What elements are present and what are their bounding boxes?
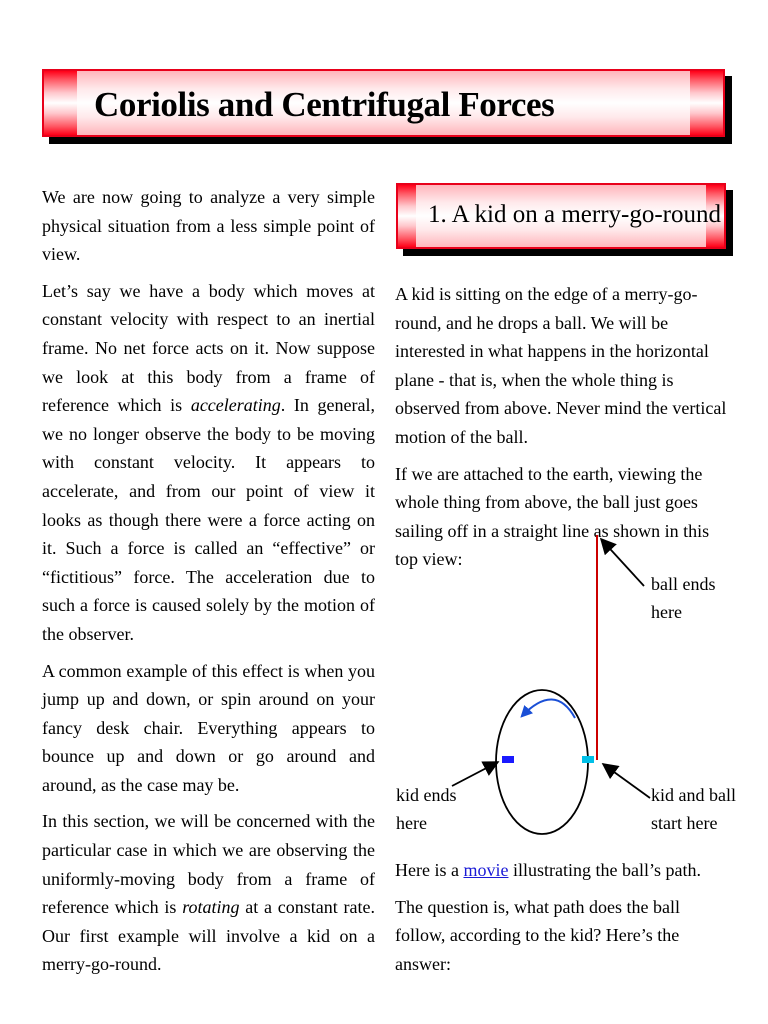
paragraph-text: at a constant rate. Our first example will involve a kid on a merry-go-round. bbox=[42, 897, 375, 975]
label-line: kid ends bbox=[396, 785, 457, 805]
merry-go-round-diagram bbox=[390, 530, 740, 850]
emphasis-accelerating: accelerating bbox=[190, 395, 281, 416]
label-line: kid and ball bbox=[651, 785, 736, 805]
section-banner bbox=[396, 183, 726, 249]
paragraph-text: In this section, we will be concerned with the particular case in which we are observing the uniformly-moving body from a frame of reference which is bbox=[42, 811, 375, 918]
paragraph-text: Let’s say we have a body which moves at constant velocity with respect to an inertial frame. No net force acts on it. Now suppose we look at this body from a frame of reference which is bbox=[42, 280, 375, 416]
paragraph-text: illustrating the ball’s path. bbox=[508, 860, 701, 880]
label-line: start here bbox=[651, 813, 718, 833]
emphasis-rotating: rotating bbox=[182, 897, 240, 918]
accelerating-frame-paragraph bbox=[42, 277, 375, 649]
kid-ends-arrow bbox=[452, 762, 498, 786]
title-banner bbox=[42, 69, 725, 137]
kid-ball-start-arrow bbox=[603, 764, 650, 798]
movie-paragraph bbox=[395, 856, 728, 885]
page-title: Coriolis and Centrifugal Forces bbox=[94, 85, 555, 124]
left-column bbox=[42, 183, 375, 987]
kid-paragraph: A kid is sitting on the edge of a merry-go-round, and he drops a ball. We will be interested in what happens in the horizontal plane - that is, when the whole thing is observed from above. Never mind the vertical motion of the ball. bbox=[395, 284, 727, 447]
right-column-bottom bbox=[395, 856, 728, 986]
label-line: here bbox=[396, 813, 427, 833]
earth-view-paragraph: If we are attached to the earth, viewing the whole thing from above, the ball just goes sailing off in a straight line as shown in this top view: bbox=[395, 463, 710, 570]
kid-end-marker bbox=[502, 756, 514, 763]
question-paragraph: The question is, what path does the ball follow, according to the kid? Here’s the answer: bbox=[395, 896, 680, 974]
paragraph-text: Here is a bbox=[395, 860, 464, 880]
rotating-frame-paragraph bbox=[42, 807, 375, 979]
movie-link[interactable]: movie bbox=[463, 860, 509, 880]
intro-paragraph: We are now going to analyze a very simple physical situation from a less simple point of view. bbox=[42, 187, 375, 265]
ball-ends-label bbox=[651, 570, 716, 626]
ball-ends-arrow bbox=[601, 539, 644, 586]
example-paragraph: A common example of this effect is when you jump up and down, or spin around on your fancy desk chair. Everything appears to bounce up and down or go around and around, as the case may be. bbox=[42, 660, 375, 795]
start-marker bbox=[582, 756, 594, 763]
label-line: here bbox=[651, 602, 682, 622]
kid-ends-label bbox=[396, 781, 457, 837]
section-title: 1. A kid on a merry-go-round bbox=[428, 201, 722, 228]
kid-ball-start-label bbox=[651, 781, 736, 837]
label-line: ball ends bbox=[651, 574, 716, 594]
paragraph-text: . In general, we no longer observe the body to be moving with constant velocity. It appears to accelerate, and from our point of view it looks as though there were a force acting on it. Such a force is called an “effective” or “fictitious” force. The acceleration due to such a force is caused solely by the motion of the observer. bbox=[42, 395, 375, 644]
